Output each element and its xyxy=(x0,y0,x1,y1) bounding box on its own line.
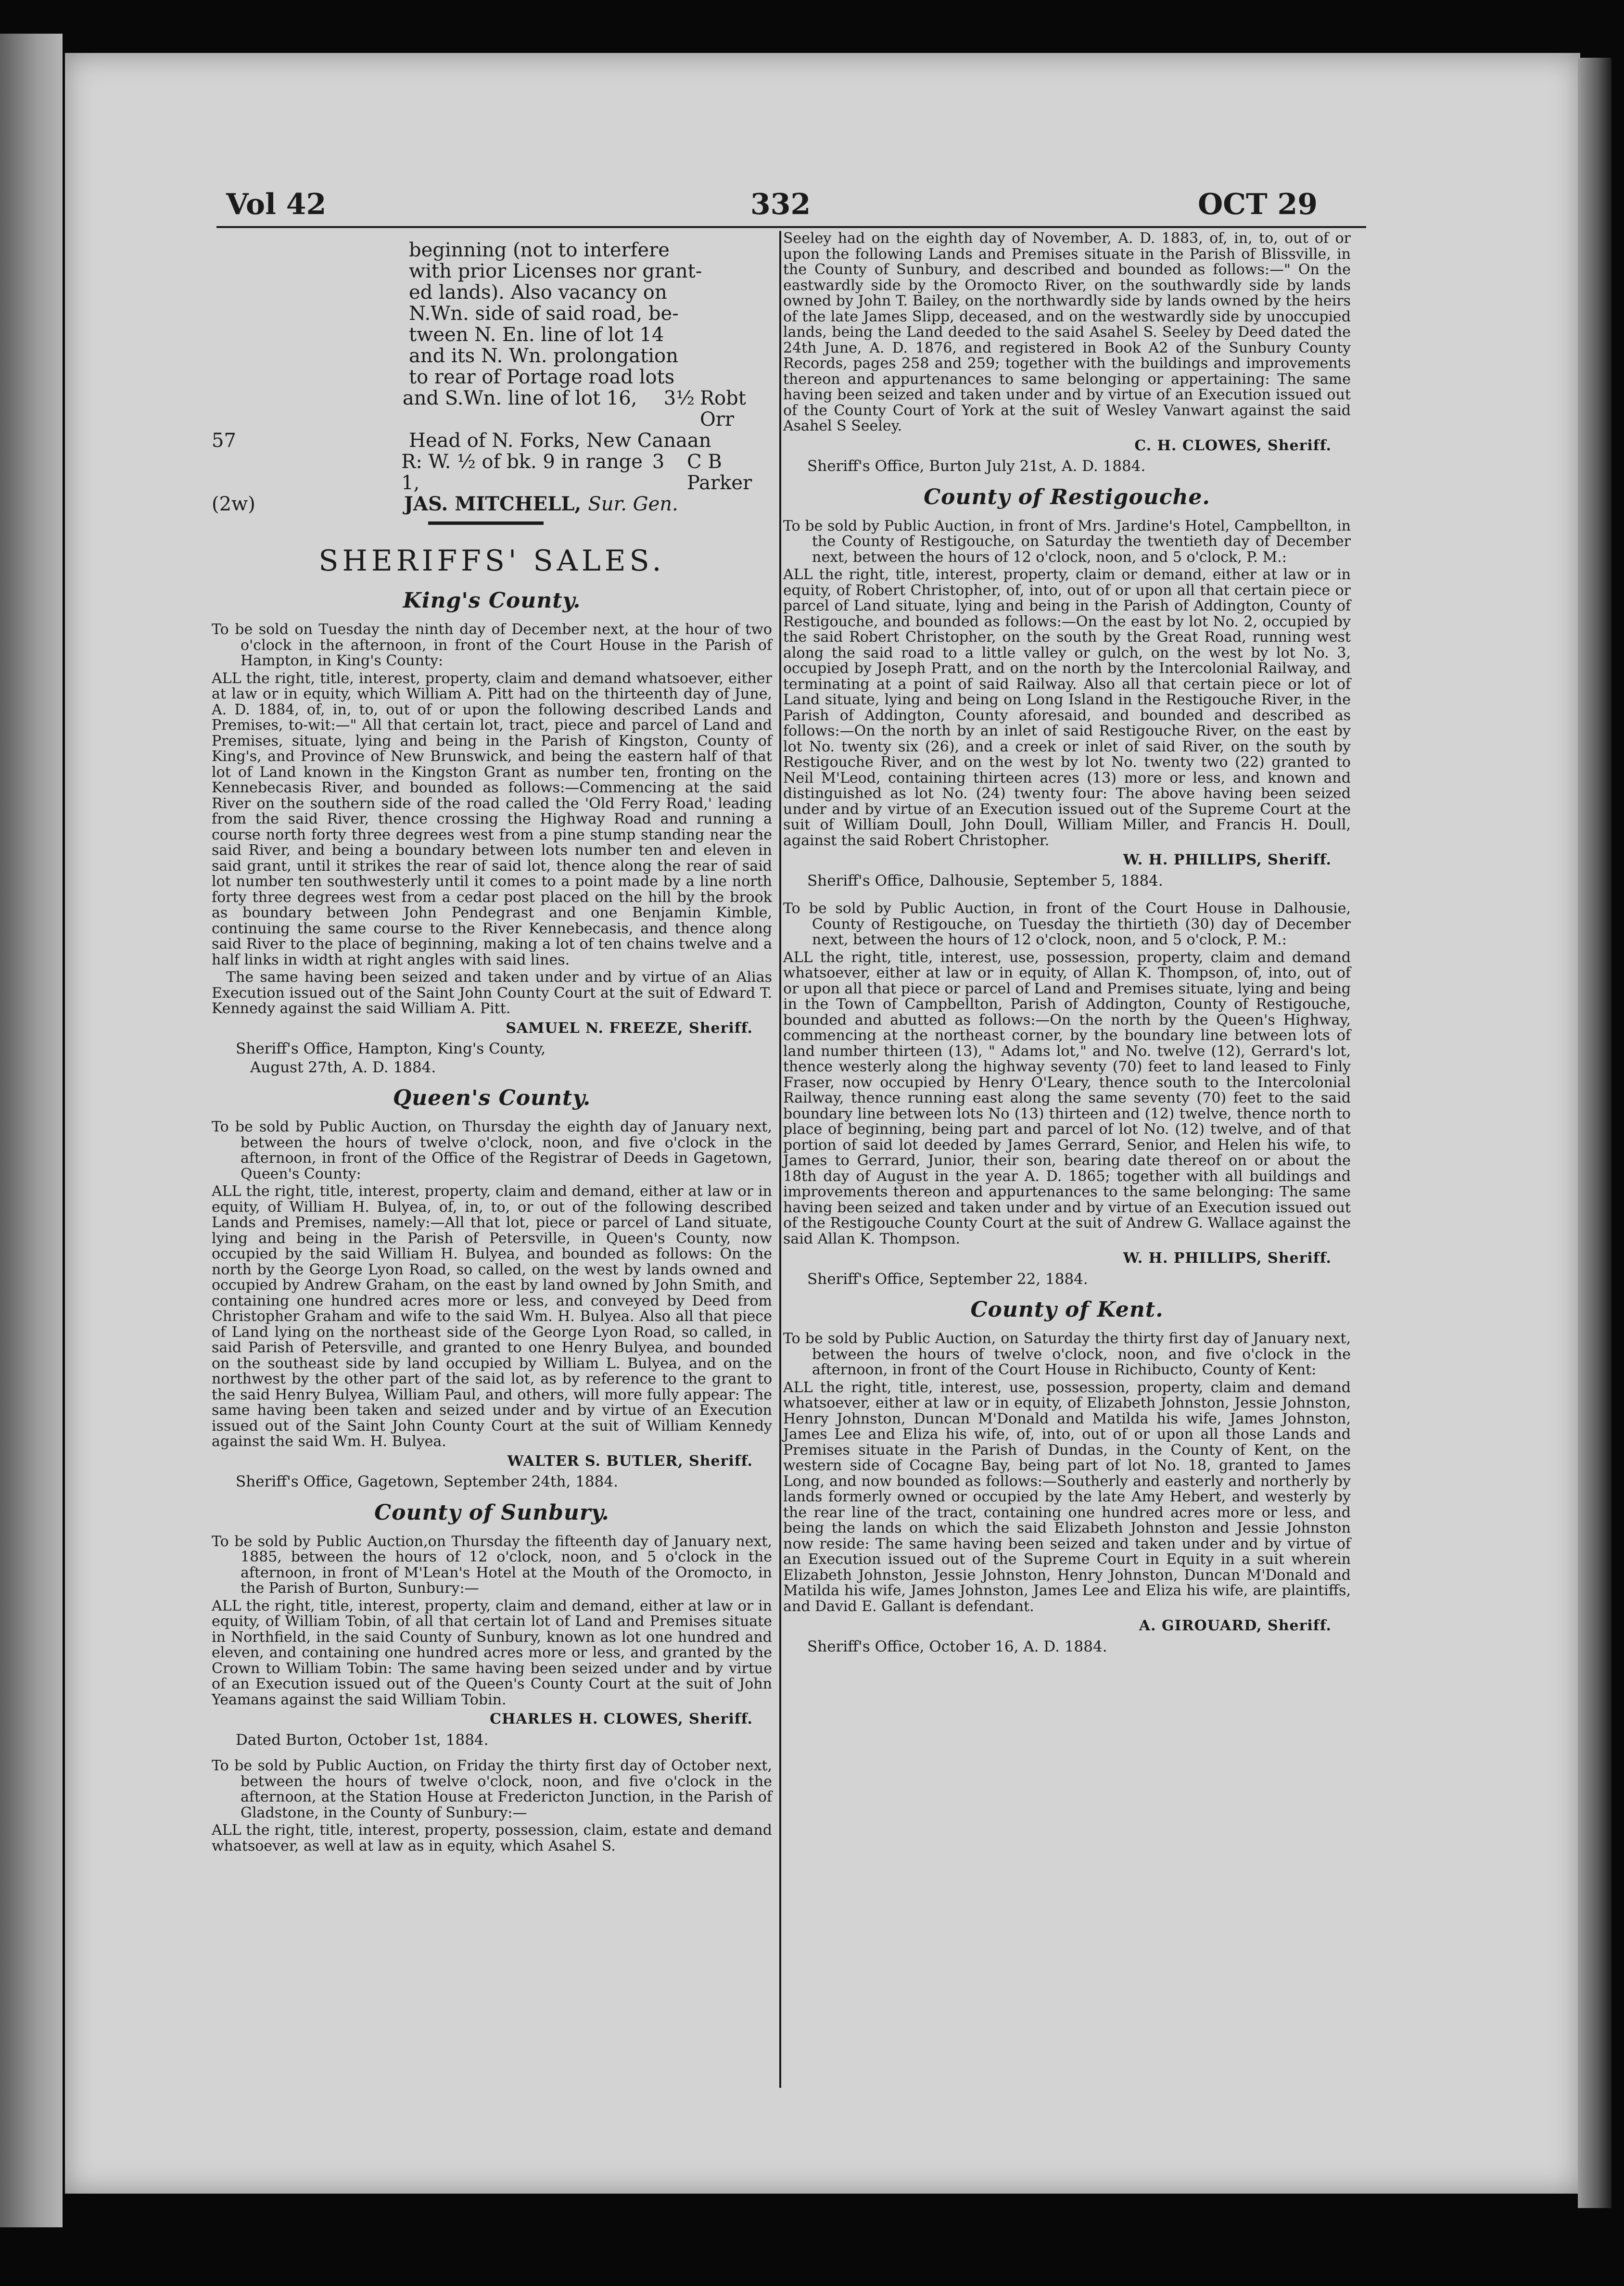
licence-signature xyxy=(212,494,772,515)
binding-edge xyxy=(1578,58,1611,2208)
licence-row xyxy=(212,388,772,430)
notice-intro: To be sold on Tuesday the ninth day of December next, at the hour of two o'clock in the afternoon, in front of the Court House in the Parish of Hampton, in King's County: xyxy=(212,621,772,669)
licence-tail xyxy=(212,240,772,515)
county-heading-kings: King's County. xyxy=(403,588,581,613)
sheriff-office: Sheriff's Office, Burton July 21st, A. D. 1884. xyxy=(807,457,1146,475)
header-rule xyxy=(216,226,1366,228)
left-page-edge xyxy=(0,34,63,2227)
tail-line: to rear of Portage road lots xyxy=(409,366,675,388)
volume-label: Vol 42 xyxy=(226,188,327,221)
notice-intro: To be sold by Public Auction, on Friday the thirty first day of October next, between the hours of twelve o'clock, noon, and five o'clock in the afternoon, at the Station House at Fredericton Junction, in the Parish of Gladstone, in the County of Sunbury:— xyxy=(212,1757,772,1821)
left-column xyxy=(212,240,772,1856)
insertion-weeks: (2w) xyxy=(212,493,255,515)
tail-line: beginning (not to interfere xyxy=(409,239,670,261)
notice-intro: To be sold by Public Auction, on Saturday the thirty first day of January next, between the hours of twelve o'clock, noon, and five o'clock in the afternoon, in front of the Court House in Richibucto, County of Kent: xyxy=(783,1330,1351,1378)
lot-number: 57 xyxy=(212,430,236,452)
page-number: 332 xyxy=(750,188,811,221)
tail-line: with prior Licenses nor grant- xyxy=(409,260,702,282)
lot-number xyxy=(212,451,242,494)
tail-line: tween N. En. line of lot 14 xyxy=(409,324,664,346)
lot-description: R: W. ½ of bk. 9 in range 1, xyxy=(401,451,643,494)
lot-number xyxy=(212,388,244,430)
lot-description: and S.Wn. line of lot 16, xyxy=(402,387,637,409)
lot-area: 3 xyxy=(652,451,665,473)
column-rule xyxy=(779,231,781,2088)
notice-body: ALL the right, title, interest, use, possession, property, claim and demand whatsoever, either at law or in equity, of Allan K. Thompson, of, into, out of or upon all that piece or parcel of Land and Premises situate, lying and being in the Town of Campbellton, Parish of Addington, County of Restigouche, bounded and abutted as follows:—On the north by the Queen's Highway, commencing at the northeast corner, by the boundary line between lots of land number thirteen (13), " Adams lot," and No. twelve (12), Gerrard's lot, thence westerly along the highway seventy (70) feet to land leased to Finly Fraser, now occupied by Henry O'Leary, thence south to the Intercolonial Railway, thence running east along the same seventy (70) feet to the said boundary line between lots No (13) thirteen and (12) twelve, thence north to place of beginning, being part and parcel of lot No. (12) twelve, and of that portion of said lot deeded by James Gerrard, Senior, and Helen his wife, to James to Gerrard, Junior, their son, bearing date thereof on or about the 18th day of August in the year A. D. 1865; together with all buildings and improvements thereon and appurtenances to the same belonging: The same having been seized and taken under and by virtue of an Execution issued out of the Restigouche County Court at the suit of Andrew G. Wallace against the said Allan K. Thompson. xyxy=(783,949,1351,1247)
sheriff-signature: CHARLES H. CLOWES, Sheriff. xyxy=(490,1711,753,1727)
notice-body: ALL the right, title, interest, property, claim and demand whatsoever, either at law or in equity, which William A. Pitt had on the thirteenth day of June, A. D. 1884, of, in, to, out of or upon the following described Lands and Premises, to-wit:—" All that certain lot, tract, piece and parcel of Land and Premises, situate, lying and being in the Parish of Kingston, County of King's, and Province of New Brunswick, and being the eastern half of that lot of Land known in the Kingston Grant as number ten, fronting on the Kennebecasis River, and bounded as follows:—Commencing at the said River on the southern side of the road called the 'Old Ferry Road,' leading from the said River, thence crossing the Highway Road and running a course north forty three degrees west from a pine stump standing near the said River, and being a boundary between lots number ten and eleven in said grant, until it strikes the rear of said lot, thence along the rear of said lot number ten southwesterly until it comes to a point made by a line north forty three degrees west from a cedar post placed on the hill by the brook as boundary between John Pendegrast and one Benjamin Kimble, continuing the same course to the River Kennebecasis, and thence along said River to the place of beginning, making a lot of ten chains twelve and a half links in width at right angles with said lines. xyxy=(212,670,772,968)
notice-intro: To be sold by Public Auction,on Thursday the fifteenth day of January next, 1885, between the hours of 12 o'clock, noon, and 5 o'clock in the afternoon, in front of M'Lean's Hotel at the Mouth of the Oromocto, in the Parish of Burton, Sunbury:— xyxy=(212,1533,772,1597)
surveyor-general-name: JAS. MITCHELL, xyxy=(404,493,582,515)
applicant-name: C B Parker xyxy=(687,451,752,494)
notice-body: ALL the right, title, interest, property, possession, claim, estate and demand whatsoever, as well at law as in equity, which Asahel S. xyxy=(212,1822,772,1854)
sheriff-signature: SAMUEL N. FREEZE, Sheriff. xyxy=(506,1019,753,1037)
notice-intro: To be sold by Public Auction, in front of the Court House in Dalhousie, County of Restigouche, on Tuesday the thirtieth (30) day of December next, between the hours of 12 o'clock, noon, and 5 o'clock, P. M.: xyxy=(783,900,1351,948)
lot-area xyxy=(722,430,765,451)
licence-row xyxy=(212,451,772,494)
sheriff-signature: C. H. CLOWES, Sheriff. xyxy=(1134,437,1332,454)
sheriff-office-date: August 27th, A. D. 1884. xyxy=(250,1058,436,1076)
sheriff-office: Sheriff's Office, Dalhousie, September 5, 1884. xyxy=(807,872,1163,889)
county-heading-queens: Queen's County. xyxy=(393,1086,591,1110)
licence-row xyxy=(212,430,772,451)
sheriff-office: Sheriff's Office, Gagetown, September 24th, 1884. xyxy=(236,1473,618,1490)
notice-body: ALL the right, title, interest, property, claim and demand, either at law or in equity, of William H. Bulyea, of, in, to, or out of the following described Lands and Premises, namely:—All that lot, piece or parcel of Land situate, lying and being in the Parish of Petersville, in Queen's County, now occupied by the said William H. Bulyea, and bounded as follows: On the north by the George Lyon Road, so called, on the west by lands owned and occupied by Andrew Graham, on the east by land owned by John Smith, and containing one hundred acres more or less, and conveyed by Deed from Christopher Graham and wife to the said Wm. H. Bulyea. Also all that piece of Land lying on the northeast side of the George Lyon Road, so called, in said Parish of Petersville, and granted to one Henry Bulyea, and bounded on the southeast side by land occupied by William L. Bulyea, and on the northwest by the other part of the said lot, as by reference to the grant to the said Henry Bulyea, William Paul, and others, will more fully appear: The same having been taken and seized under and by virtue of an Execution issued out of the Saint John County Court at the suit of William Kennedy against the said Wm. H. Bulyea. xyxy=(212,1183,772,1450)
sheriff-office: Sheriff's Office, October 16, A. D. 1884. xyxy=(807,1638,1107,1655)
notice-intro: To be sold by Public Auction, in front of Mrs. Jardine's Hotel, Campbellton, in the County of Restigouche, on Saturday the twentieth day of December next, between the hours of 12 o'clock, noon, and 5 o'clock, P. M.: xyxy=(783,517,1351,566)
sheriff-office: Sheriff's Office, Hampton, King's County, xyxy=(236,1040,546,1057)
issue-date: OCT 29 xyxy=(1198,188,1318,221)
notice-body: ALL the right, title, interest, use, possession, property, claim and demand whatsoever, either at law or in equity, of Elizabeth Johnston, Jessie Johnston, Henry Johnston, Duncan M'Donald and Matilda his wife, James Johnston, James Lee and Eliza his wife, of, into, out of or upon all those Lands and Premises situate in the Parish of Dundas, in the County of Kent, on the western side of Cocagne Bay, being part of lot No. 18, granted to James Long, and now bounded as follows:—Southerly and easterly and northerly by lands formerly owned or occupied by the late Amy Hebert, and westerly by the rear line of the tract, containing one hundred acres more or less, and being the lands on which the said Elizabeth Johnston and Jessie Johnston now reside: The same having been seized and taken under and by virtue of an Execution issued out of the Supreme Court in Equity in a suit wherein Elizabeth Johnston, Jessie Johnston, Henry Johnston, Duncan M'Donald and Matilda his wife, James Johnston, James Lee and Eliza his wife, are plaintiffs, and David E. Gallant is defendant. xyxy=(783,1379,1351,1615)
sheriff-signature: A. GIROUARD, Sheriff. xyxy=(1139,1617,1332,1634)
notice-body-continued: Seeley had on the eighth day of November, A. D. 1883, of, in, to, out of or upon the following Lands and Premises situate in the Parish of Blissville, in the County of Sunbury, and described and bounded as follows:—" On the eastwardly side by the Oromocto River, on the southwardly side by lands owned by John T. Bailey, on the northwardly side by lands owned by the heirs of the late James Slipp, deceased, and on the westwardly side by unoccupied lands, being the Land deeded to the said Asahel S. Seeley by Deed dated the 24th June, A. D. 1876, and registered in Book A2 of the Sunbury County Records, pages 258 and 259; together with the buildings and improvements thereon and appurtenances to same belonging or appertaining: The same having been seized and taken under and by virtue of an Execution issued out of the County Court of York at the suit of Wesley Vanwart against the said Asahel S Seeley. xyxy=(783,230,1351,434)
county-heading-sunbury: County of Sunbury. xyxy=(374,1500,609,1525)
tail-line: ed lands). Also vacancy on xyxy=(409,281,667,304)
right-column xyxy=(783,231,1351,1657)
section-rule xyxy=(428,521,544,525)
sheriff-signature: WALTER S. BUTLER, Sheriff. xyxy=(507,1452,753,1470)
sheriff-office: Sheriff's Office, September 22, 1884. xyxy=(807,1270,1088,1288)
applicant-name: Robt Orr xyxy=(699,387,746,431)
notice-body: ALL the right, title, interest, property, claim or demand, either at law or in equity, of Robert Christopher, of, into, out of or upon all that certain piece or parcel of Land situate, lying and being in the Parish of Addington, County of Restigouche, and bounded as follows:—On the east by lot No. 2, occupied by the said Robert Christopher, on the south by the Great Road, running west along the said road to a little valley or gulch, on the west by lot No. 3, occupied by Joseph Pratt, and on the north by the Intercolonial Railway, and terminating at a point of said Railway. Also all that certain piece or lot of Land situate, lying and being on Long Island in the Restigouche River, in the Parish of Addington, County aforesaid, and bounded and described as follows:—On the north by an inlet of said Restigouche River, on the east by lot No. twenty six (26), and a creek or inlet of said River, on the south by Restigouche River, and on the west by lot No. twenty two (22) granted to Neil M'Leod, containing thirteen acres (13) more or less, and known and distinguished as lot No. (24) twenty four: The above having been seized under and by virtue of an Execution issued out of the Supreme Court at the suit of William Doull, John Doull, William Miller, and Francis H. Doull, against the said Robert Christopher. xyxy=(783,566,1351,849)
county-heading-kent: County of Kent. xyxy=(970,1297,1164,1322)
notice-body: ALL the right, title, interest, property, claim and demand, either at law or in equity, of William Tobin, of all that certain lot of Land and Premises situate in Northfield, in the said County of Sunbury, known as lot one hundred and eleven, and containing one hundred acres more or less, and granted by the Crown to William Tobin: The same having been seized under and by virtue of an Execution issued out of the Queen's County Court at the suit of John Yeamans against the said William Tobin. xyxy=(212,1597,772,1708)
sheriffs-sales-heading: SHERIFFS' SALES. xyxy=(318,544,665,578)
sheriff-signature: W. H. PHILLIPS, Sheriff. xyxy=(1123,1250,1332,1267)
sheriff-signature: W. H. PHILLIPS, Sheriff. xyxy=(1123,851,1332,868)
notice-intro: To be sold by Public Auction, on Thursday the eighth day of January next, between the hours of twelve o'clock, noon, and five o'clock in the afternoon, in front of the Office of the Registrar of Deeds in Gagetown, Queen's County: xyxy=(212,1118,772,1182)
tail-line: and its N. Wn. prolongation xyxy=(409,345,678,367)
surveyor-general-title: Sur. Gen. xyxy=(588,493,678,515)
tail-line: N.Wn. side of said road, be- xyxy=(409,303,679,325)
notice-closing: The same having been seized and taken under and by virtue of an Alias Execution issued out of the Saint John County Court at the suit of Edward T. Kennedy against the said William A. Pitt. xyxy=(212,969,772,1017)
lot-description: Head of N. Forks, New Canaan xyxy=(409,430,711,452)
county-heading-restigouche: County of Restigouche. xyxy=(924,484,1210,509)
sheriff-office: Dated Burton, October 1st, 1884. xyxy=(236,1731,489,1749)
lot-area: 3½ xyxy=(663,387,695,409)
